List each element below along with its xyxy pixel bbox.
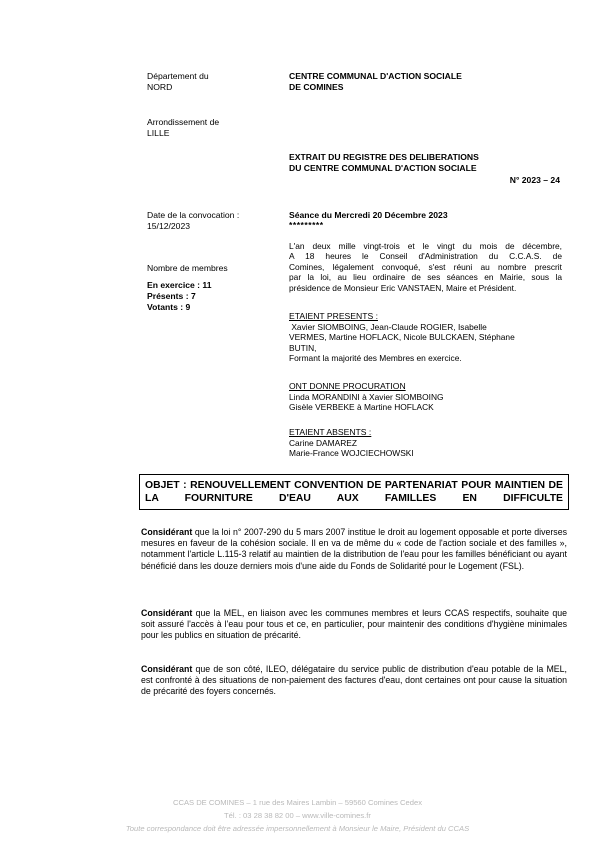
procuration-line: Gisèle VERBEKE à Martine HOFLACK (289, 402, 434, 413)
org-name-line1: CENTRE COMMUNAL D'ACTION SOCIALE (289, 71, 462, 81)
considerant-lead: Considérant (141, 664, 193, 674)
intro-line: L'an deux mille vingt-trois et le vingt du mois de décembre, (289, 241, 562, 251)
considerant-text: que de son côté, ILEO, délégataire du service public de distribution d'eau potable de la MEL, est confronté à des situations de non-paiement des factures d'eau, dont certaines ont pour cause la situation de précarité des foyers concernés. (141, 664, 567, 697)
convocation-label: Date de la convocation : (147, 210, 240, 220)
intro-paragraph (289, 241, 562, 293)
procuration-list (289, 392, 444, 413)
considerant-paragraph-3 (141, 664, 567, 698)
presents-line: Xavier SIOMBOING, Jean-Claude ROGIER, Isabelle (289, 322, 487, 332)
absents-title: ETAIENT ABSENTS : (289, 427, 372, 437)
convocation-date: 15/12/2023 (147, 221, 191, 231)
footer-address: CCAS DE COMINES – 1 rue des Maires Lambin – 59560 Comines Cedex (172, 798, 422, 807)
intro-line: par la loi, au lieu ordinaire de ses séances en Mairie, sous la (289, 272, 562, 283)
presents-line: VERMES, Martine HOFLACK, Nicole BULCKAEN, Stéphane (289, 332, 515, 343)
arrondissement-value: LILLE (147, 128, 170, 138)
presents-title: ETAIENT PRESENTS : (289, 311, 378, 321)
presents-line: BUTIN, (289, 342, 317, 353)
considerant-text: que la loi n° 2007-290 du 5 mars 2007 institue le droit au logement opposable et porte diverses mesures en faveur de la cohésion sociale. Il en va de même du « code de l'action sociale et des familles », notamment l'article L.115-3 relatif au maintien de la distribution de l'eau pour les familles bénéficiant ou ayant bénéficié dans les douze derniers mois d'une aide du Fonds de Solidarité pour le Logement (FSL). (141, 527, 567, 571)
footer-notice: Toute correspondance doit être adressée impersonnellement à Monsieur le Maire, Président du CCAS (125, 824, 470, 833)
objet-box (139, 474, 569, 510)
departement-value: NORD (147, 82, 173, 92)
seance-stars: ********* (289, 220, 324, 230)
intro-line: présidence de Monsieur Eric VANSTAEN, Maire et Président. (289, 282, 517, 293)
arrondissement-label: Arrondissement de (147, 117, 220, 127)
org-name-line2: DE COMINES (289, 82, 344, 92)
departement-label: Département du (147, 71, 209, 81)
considerant-lead: Considérant (141, 608, 193, 618)
absents-line: Carine DAMAREZ (289, 438, 357, 448)
procuration-title: ONT DONNE PROCURATION (289, 381, 406, 391)
deliberation-number: N° 2023 – 24 (509, 175, 560, 185)
membres-label: Nombre de membres (147, 263, 228, 273)
considerant-paragraph-1 (141, 527, 567, 572)
extract-title-line1: EXTRAIT DU REGISTRE DES DELIBERATIONS (289, 152, 479, 162)
considerant-paragraph-2 (141, 608, 567, 642)
seance-date: Séance du Mercredi 20 Décembre 2023 (289, 210, 448, 220)
absents-line: Marie-France WOJCIECHOWSKI (289, 448, 414, 459)
membres-votants: Votants : 9 (147, 302, 191, 312)
presents-line: Formant la majorité des Membres en exercice. (289, 353, 462, 364)
intro-line: Comines, légalement convoqué, s'est réuni au nombre prescrit (289, 261, 562, 272)
considerant-text: que la MEL, en liaison avec les communes membres et leurs CCAS respectifs, souhaite que soit assuré l'accès à l'eau pour tous et ce, en particulier, pour maintenir des conditions d'hygiène minimales pour les publics en situation de précarité. (141, 608, 567, 641)
extract-title-line2: DU CENTRE COMMUNAL D'ACTION SOCIALE (289, 163, 477, 173)
membres-presents: Présents : 7 (147, 291, 196, 301)
intro-line: A 18 heures le Conseil d'Administration du C.C.A.S. de (289, 251, 562, 262)
absents-list (289, 438, 414, 459)
procuration-line: Linda MORANDINI à Xavier SIOMBOING (289, 392, 444, 402)
presents-list (289, 322, 562, 364)
objet-text: OBJET : RENOUVELLEMENT CONVENTION DE PARTENARIAT POUR MAINTIEN DE LA FOURNITURE D'EAU AUX FAMILLES EN DIFFICULTE (145, 480, 563, 504)
membres-en-exercice: En exercice : 11 (147, 280, 212, 290)
considerant-lead: Considérant (141, 527, 193, 537)
footer-contact: Tél. : 03 28 38 82 00 – www.ville-comines.fr (224, 811, 371, 820)
